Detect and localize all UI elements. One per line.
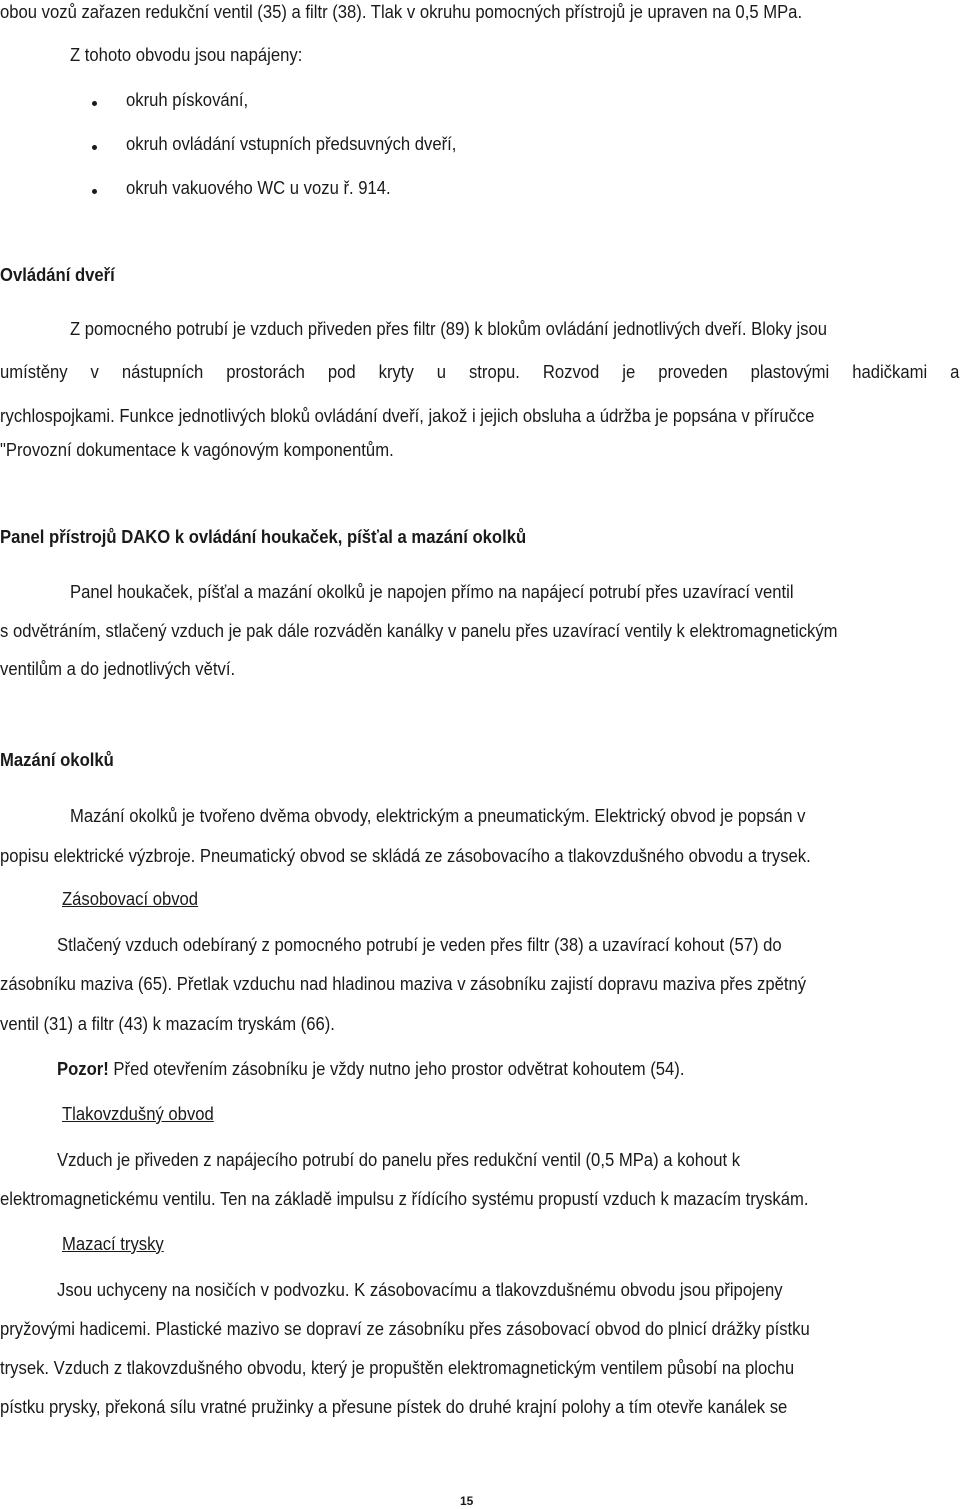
doors-line-2: umístěny v nástupních prostorách pod kryty u stropu. Rozvod je proveden plastovými hadičkami a bbox=[0, 361, 960, 382]
bullet-text: okruh vakuového WC u vozu ř. 914. bbox=[126, 177, 391, 198]
doors-line-4: "Provozní dokumentace k vagónovým komponentům. bbox=[0, 439, 394, 460]
subheading-supply-circuit: Zásobovací obvod bbox=[62, 888, 199, 909]
bullet-icon bbox=[92, 189, 97, 194]
intro-line-2: Z tohoto obvodu jsou napájeny: bbox=[70, 44, 303, 65]
bullet-text: okruh ovládání vstupních předsuvných dveří, bbox=[126, 133, 457, 154]
nozzles-line-3: trysek. Vzduch z tlakovzdušného obvodu, který je propuštěn elektromagnetickým ventilem působí na plochu bbox=[0, 1357, 795, 1378]
dako-line-1: Panel houkaček, píšťal a mazání okolků je napojen přímo na napájecí potrubí přes uzavírací ventil bbox=[70, 581, 794, 602]
supply-line-3: ventil (31) a filtr (43) k mazacím tryskám (66). bbox=[0, 1013, 335, 1034]
nozzles-line-1: Jsou uchyceny na nosičích v podvozku. K zásobovacímu a tlakovzdušnému obvodu jsou připojeny bbox=[57, 1279, 783, 1300]
subheading-nozzles: Mazací trysky bbox=[62, 1233, 164, 1254]
warning-note bbox=[57, 1058, 921, 1080]
nozzles-line-2: pryžovými hadicemi. Plastické mazivo se dopraví ze zásobníku přes zásobovací obvod do plnicí drážky pístku bbox=[0, 1318, 810, 1339]
page-number: 15 bbox=[460, 1494, 474, 1508]
bullet-text: okruh pískování, bbox=[126, 89, 249, 110]
intro-line-1: obou vozů zařazen redukční ventil (35) a filtr (38). Tlak v okruhu pomocných přístrojů je upraven na 0,5 MPa. bbox=[0, 1, 803, 22]
doors-line-1: Z pomocného potrubí je vzduch přiveden přes filtr (89) k blokům ovládání jednotlivých dveří. Bloky jsou bbox=[70, 318, 828, 339]
pressure-line-1: Vzduch je přiveden z napájecího potrubí do panelu přes redukční ventil (0,5 MPa) a kohout k bbox=[57, 1149, 741, 1170]
warning-text: Před otevřením zásobníku je vždy nutno jeho prostor odvětrat kohoutem (54). bbox=[108, 1058, 685, 1079]
section-heading-dako: Panel přístrojů DAKO k ovládání houkaček, píšťal a mazání okolků bbox=[0, 526, 527, 547]
dako-line-3: ventilům a do jednotlivých větví. bbox=[0, 658, 236, 679]
pressure-line-2: elektromagnetickému ventilu. Ten na základě impulsu z řídícího systému propustí vzduch k mazacím tryskám. bbox=[0, 1188, 809, 1209]
nozzles-line-4: pístku prysky, překoná sílu vratné pružinky a přesune pístek do druhé krajní polohy a tím otevře kanálek se bbox=[0, 1396, 788, 1417]
dako-line-2: s odvětráním, stlačený vzduch je pak dále rozváděn kanálky v panelu přes uzavírací ventily k elektromagnetickým bbox=[0, 620, 838, 641]
bullet-icon bbox=[92, 145, 97, 150]
subheading-pressure-circuit: Tlakovzdušný obvod bbox=[62, 1103, 214, 1124]
bullet-icon bbox=[92, 101, 97, 106]
lubrication-line-1: Mazání okolků je tvořeno dvěma obvody, elektrickým a pneumatickým. Elektrický obvod je popsán v bbox=[70, 805, 806, 826]
section-heading-doors: Ovládání dveří bbox=[0, 264, 115, 285]
supply-line-2: zásobníku maziva (65). Přetlak vzduchu nad hladinou maziva v zásobníku zajistí dopravu maziva přes zpětný bbox=[0, 973, 807, 994]
section-heading-lubrication: Mazání okolků bbox=[0, 749, 114, 770]
doors-line-3: rychlospojkami. Funkce jednotlivých bloků ovládání dveří, jakož i jejich obsluha a údržba je popsána v příručce bbox=[0, 405, 815, 426]
warning-label: Pozor! bbox=[57, 1058, 109, 1079]
supply-line-1: Stlačený vzduch odebíraný z pomocného potrubí je veden přes filtr (38) a uzavírací kohout (57) do bbox=[57, 934, 782, 955]
lubrication-line-2: popisu elektrické výzbroje. Pneumatický obvod se skládá ze zásobovacího a tlakovzdušného obvodu a trysek. bbox=[0, 845, 811, 866]
